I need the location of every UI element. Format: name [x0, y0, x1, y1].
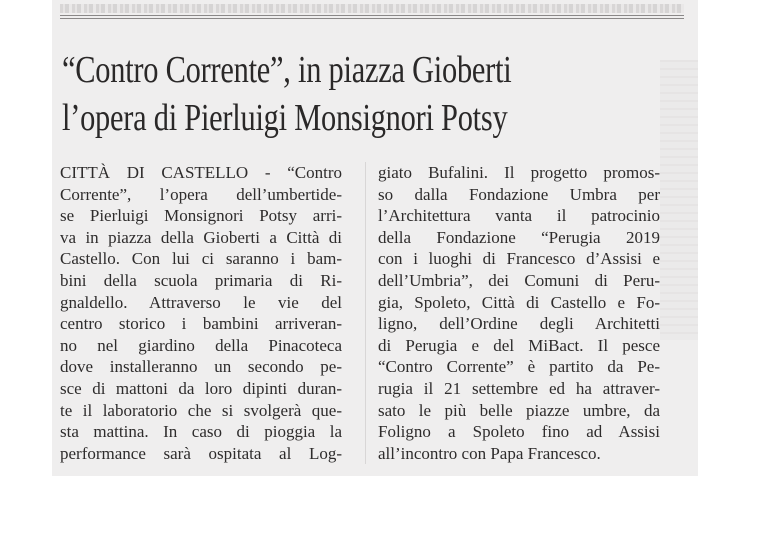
text-line: gia, Spoleto, Città di Castello e Fo- [378, 292, 660, 312]
text-line: rugia il 21 settembre ed ha attraver- [378, 378, 660, 398]
text-line: “Contro Corrente” è partito da Pe- [378, 357, 660, 377]
text-line: all’incontro con Papa Francesco. [378, 443, 601, 463]
text-line: no nel giardino della Pinacoteca [60, 335, 342, 355]
headline-line-2: l’opera di Pierluigi Monsignori Potsy [62, 97, 508, 139]
top-rule-second [60, 18, 684, 19]
text-line: so dalla Fondazione Umbra per [378, 184, 660, 204]
text-line: giato Bufalini. Il progetto promos- [378, 163, 660, 182]
print-bleed-through [60, 4, 684, 13]
text-line: Castello. Con lui ci saranno i bam- [60, 249, 342, 269]
text-line: di Perugia e del MiBact. Il pesce [378, 335, 660, 355]
text-line: sato le più belle piazze umbre, da [378, 400, 660, 420]
text-line: bini della scuola primaria di Ri- [60, 270, 342, 290]
text-line: sce di mattoni da loro dipinti duran- [60, 378, 342, 398]
text-line: se Pierluigi Monsignori Potsy arri- [60, 206, 342, 226]
text-line: va in piazza della Gioberti a Città di [60, 227, 342, 247]
text-line: sta mattina. In caso di pioggia la [60, 422, 342, 442]
text-line: l’Architettura vanta il patrocinio [378, 206, 660, 226]
article-column-left [60, 162, 342, 464]
article-column-right [378, 162, 660, 464]
text-line: della Fondazione “Perugia 2019 [378, 227, 660, 247]
text-line: dell’Umbria”, dei Comuni di Peru- [378, 270, 660, 290]
article-headline [62, 46, 511, 142]
text-line: te il laboratorio che si svolgerà que- [60, 400, 342, 420]
text-line: ligno, dell’Ordine degli Architetti [378, 314, 660, 334]
text-line: Corrente”, l’opera dell’umbertide- [60, 184, 342, 204]
newspaper-clipping [52, 0, 698, 476]
text-line: dove installeranno un secondo pe- [60, 357, 342, 377]
text-line: con i luoghi di Francesco d’Assisi e [378, 249, 660, 269]
text-line: Foligno a Spoleto fino ad Assisi [378, 422, 660, 442]
headline-line-1: “Contro Corrente”, in piazza Gioberti [62, 49, 512, 91]
print-bleed-side [660, 60, 698, 340]
column-divider [365, 162, 366, 464]
text-line: CITTÀ DI CASTELLO - “Contro [60, 163, 342, 182]
text-line: gnaldello. Attraverso le vie del [60, 292, 342, 312]
top-rule [60, 15, 684, 16]
text-line: centro storico i bambini arriveran- [60, 314, 342, 334]
text-line: performance sarà ospitata al Log- [60, 443, 342, 463]
